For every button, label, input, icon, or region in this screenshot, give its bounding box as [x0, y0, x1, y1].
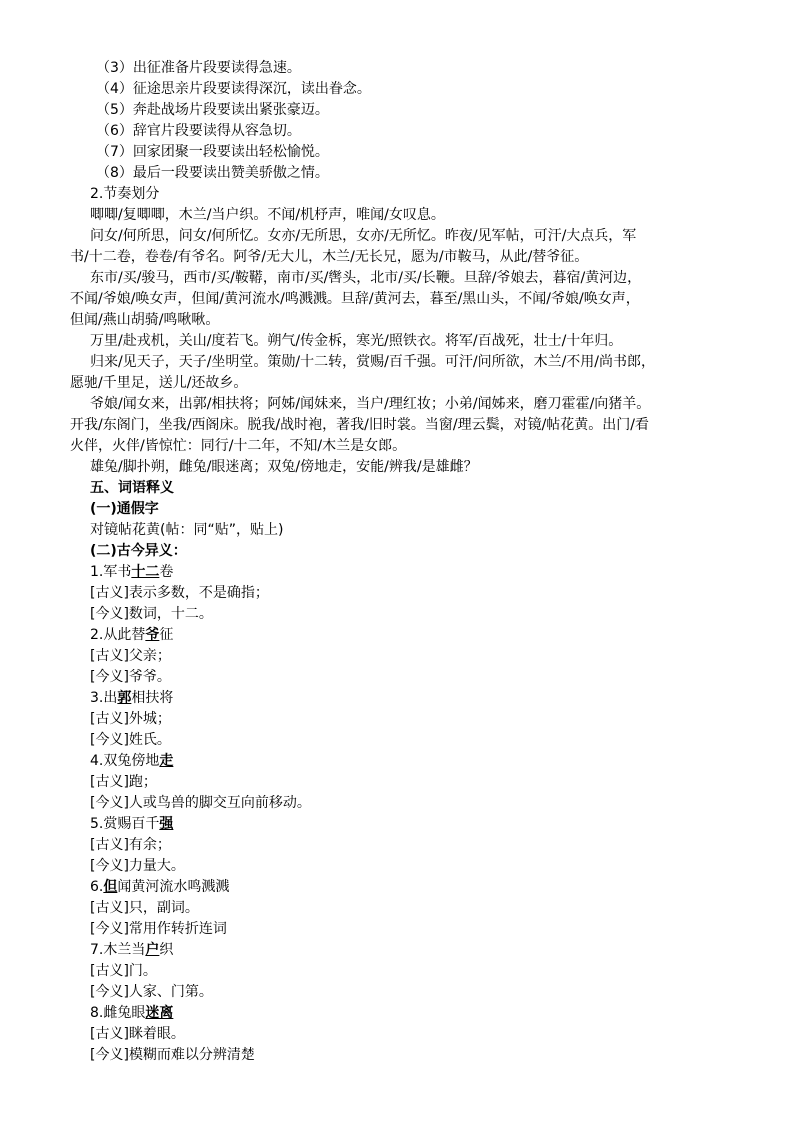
- gujin-phrase: [90, 625, 770, 646]
- ancient-meaning: [古义]父亲；: [90, 648, 171, 664]
- tongjia-example: 对镜帖花黄(帖：同“贴”，贴上): [90, 522, 284, 538]
- phrase-text: 3.出: [90, 690, 118, 706]
- gujin-phrase: [90, 940, 770, 961]
- rhythm-line: 归来/见天子，天子/坐明堂。策勋/十二转，赏赐/百千强。可汗/问所欲，木兰/不用/尚书郎，: [90, 354, 656, 370]
- reading-tips: [90, 58, 770, 184]
- rhythm-line: 东市/买/骏马，西市/买/鞍鞯，南市/买/辔头，北市/买/长鞭。旦辞/爷娘去，暮宿/黄河边，: [90, 270, 642, 286]
- rhythm-line: 雄兔/脚扑朔，雌兔/眼迷离；双兔/傍地走，安能/辨我/是雄雌？: [90, 459, 478, 475]
- document-page: [70, 58, 770, 1066]
- gujin-item: [90, 940, 770, 1003]
- reading-tip: （7）回家团聚一段要读出轻松愉悦。: [96, 144, 329, 160]
- key-word: 爷: [145, 627, 160, 643]
- rhythm-line: 问女/何所思，问女/何所忆。女亦/无所思，女亦/无所忆。昨夜/见军帖，可汗/大点兵，军: [90, 228, 637, 244]
- modern-meaning: [今义]爷爷。: [90, 669, 171, 685]
- subsection-heading: (一)通假字: [90, 501, 159, 517]
- reading-tip: （6）辞官片段要读得从容急切。: [96, 123, 301, 139]
- ancient-meaning: [古义]只，副词。: [90, 900, 199, 916]
- reading-tip: （3）出征准备片段要读得急速。: [96, 60, 301, 76]
- subsection-heading: (二)古今异义：: [90, 543, 187, 559]
- gujin-phrase: [90, 751, 770, 772]
- rhythm-line: 但闻/燕山胡骑/鸣啾啾。: [70, 312, 220, 328]
- phrase-text: 织: [159, 942, 174, 958]
- gujin-item: [90, 814, 770, 877]
- phrase-text: 7.木兰当: [90, 942, 146, 958]
- ancient-meaning: [古义]外城；: [90, 711, 171, 727]
- gujin-item: [90, 562, 770, 625]
- gujin-item: [90, 877, 770, 940]
- gujin-phrase: [90, 1003, 770, 1024]
- key-word: 走: [159, 753, 174, 769]
- ancient-meaning: [古义]跑；: [90, 774, 157, 790]
- key-word: 郭: [117, 690, 132, 706]
- phrase-text: 4.双兔傍地: [90, 753, 160, 769]
- key-word: 迷离: [145, 1005, 174, 1021]
- gujin-phrase: [90, 562, 770, 583]
- rhythm-line: 书/十二卷，卷卷/有爷名。阿爷/无大儿，木兰/无长兄，愿为/市鞍马，从此/替爷征。: [70, 249, 589, 265]
- ancient-meaning: [古义]眯着眼。: [90, 1026, 185, 1042]
- modern-meaning: [今义]模糊而难以分辨清楚: [90, 1047, 255, 1063]
- key-word: 强: [159, 816, 174, 832]
- rhythm-line: 愿驰/千里足，送儿/还故乡。: [70, 375, 248, 391]
- rhythm-section: [70, 205, 770, 478]
- rhythm-line: 万里/赴戎机，关山/度若飞。朔气/传金柝，寒光/照铁衣。将军/百战死，壮士/十年归。: [90, 333, 623, 349]
- gujin-item: [90, 625, 770, 688]
- gujin-phrase: [90, 877, 770, 898]
- phrase-text: 相扶将: [131, 690, 174, 706]
- phrase-text: 5.赏赐百千: [90, 816, 160, 832]
- modern-meaning: [今义]力量大。: [90, 858, 185, 874]
- gujin-phrase: [90, 688, 770, 709]
- phrase-text: 8.雌兔眼: [90, 1005, 146, 1021]
- ancient-meaning: [古义]门。: [90, 963, 157, 979]
- modern-meaning: [今义]姓氏。: [90, 732, 171, 748]
- phrase-text: 闻黄河流水鸣溅溅: [117, 879, 230, 895]
- reading-tip: （4）征途思亲片段要读得深沉，读出眷念。: [96, 81, 371, 97]
- key-word: 户: [145, 942, 160, 958]
- gujin-list: [90, 562, 770, 1066]
- rhythm-line: 不闻/爷娘/唤女声，但闻/黄河流水/鸣溅溅。旦辞/黄河去，暮至/黑山头，不闻/爷娘/唤女声，: [70, 291, 640, 307]
- key-word: 但: [103, 879, 118, 895]
- gujin-phrase: [90, 814, 770, 835]
- modern-meaning: [今义]数词，十二。: [90, 606, 213, 622]
- gujin-item: [90, 688, 770, 751]
- gujin-item: [90, 751, 770, 814]
- modern-meaning: [今义]常用作转折连词: [90, 921, 227, 937]
- phrase-text: 2.从此替: [90, 627, 146, 643]
- phrase-text: 卷: [159, 564, 174, 580]
- gujin-item: [90, 1003, 770, 1066]
- key-word: 十二: [131, 564, 160, 580]
- section-title: 五、词语释义: [90, 480, 174, 496]
- phrase-text: 1.军书: [90, 564, 132, 580]
- rhythm-line: 唧唧/复唧唧，木兰/当户织。不闻/机杼声，唯闻/女叹息。: [90, 207, 445, 223]
- modern-meaning: [今义]人家、门第。: [90, 984, 213, 1000]
- rhythm-line: 火伴，火伴/皆惊忙：同行/十二年，不知/木兰是女郎。: [70, 438, 407, 454]
- phrase-text: 6.: [90, 879, 104, 895]
- reading-tip: （8）最后一段要读出赞美骄傲之情。: [96, 165, 329, 181]
- ancient-meaning: [古义]有余；: [90, 837, 171, 853]
- reading-tip: （5）奔赴战场片段要读出紧张豪迈。: [96, 102, 329, 118]
- modern-meaning: [今义]人或鸟兽的脚交互向前移动。: [90, 795, 311, 811]
- rhythm-line: 开我/东阁门，坐我/西阁床。脱我/战时袍，著我/旧时裳。当窗/理云鬓，对镜/帖花黄。出门/看: [70, 417, 650, 433]
- rhythm-line: 爷娘/闻女来，出郭/相扶将；阿姊/闻妹来，当户/理红妆；小弟/闻姊来，磨刀霍霍/向猪羊。: [90, 396, 651, 412]
- phrase-text: 征: [159, 627, 174, 643]
- rhythm-heading: 2.节奏划分: [90, 186, 160, 202]
- ancient-meaning: [古义]表示多数，不是确指；: [90, 585, 269, 601]
